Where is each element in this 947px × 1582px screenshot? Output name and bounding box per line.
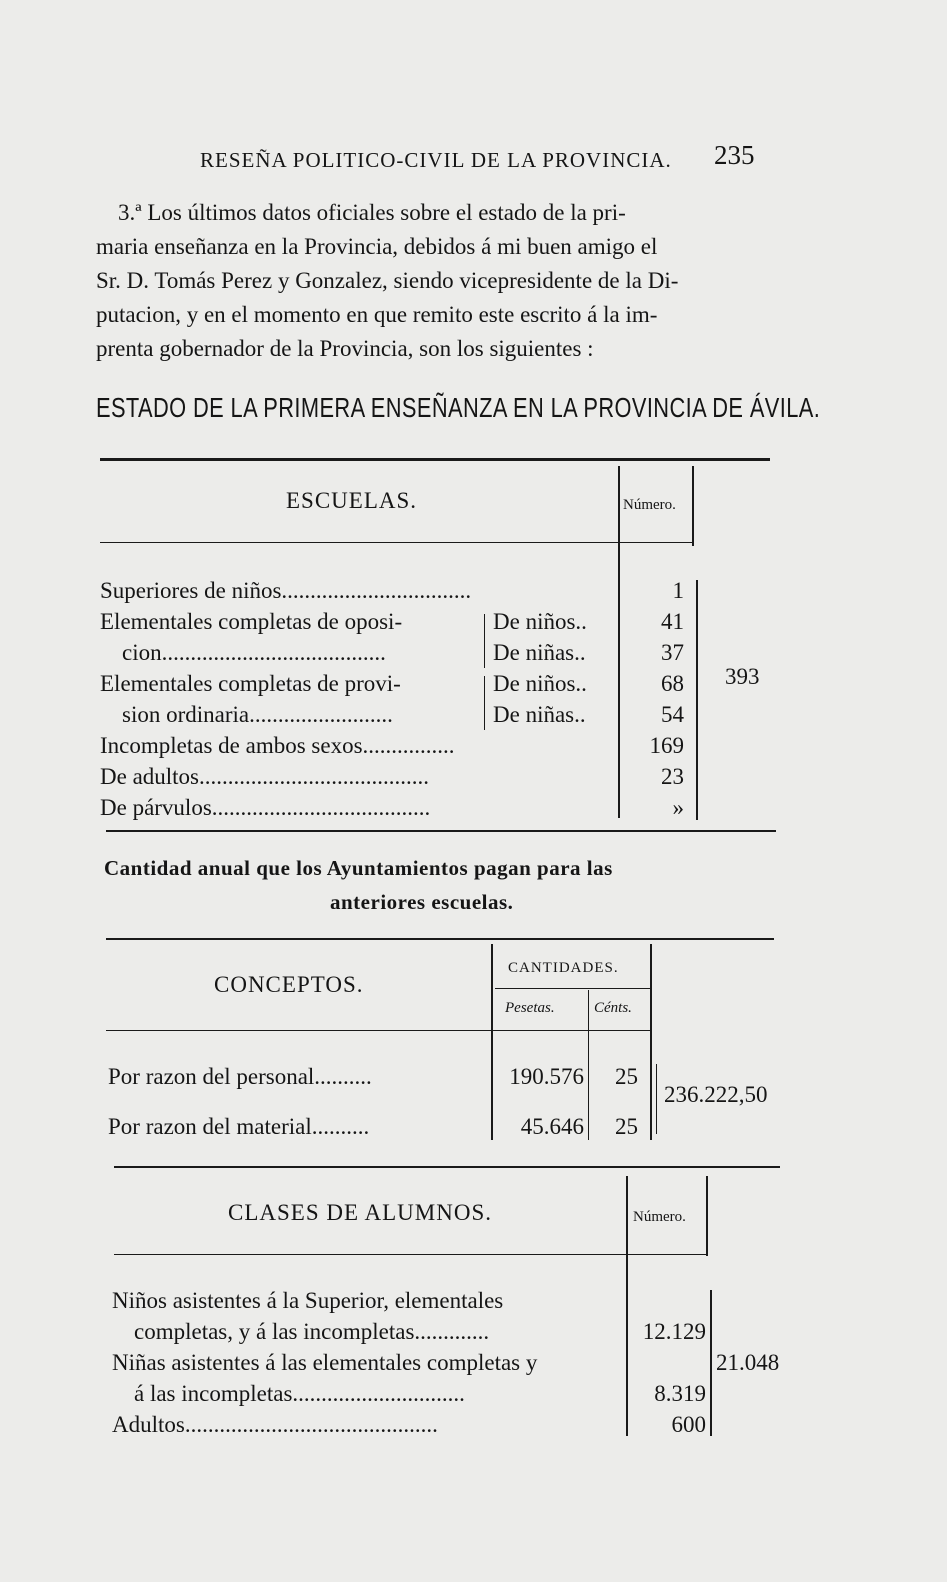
cantidades-sub-rule: [495, 988, 651, 989]
escuelas-col-divider-right: [692, 466, 694, 546]
escuelas-row-sub: De niños..: [493, 609, 587, 634]
intro-line-2: maria enseñanza en la Provincia, debidos á mi buen amigo el: [96, 234, 658, 259]
conceptos-row-pesetas: 190.576: [509, 1064, 584, 1089]
conceptos-row-cents: 25: [615, 1064, 638, 1089]
section-title: ESTADO DE LA PRIMERA ENSEÑANZA EN LA PROVINCIA DE ÁVILA.: [96, 392, 821, 423]
alumnos-row-line1: Adultos............................................: [112, 1412, 438, 1437]
alumnos-row-line2: completas, y á las incompletas.............: [134, 1319, 490, 1344]
escuelas-bottom-rule: [106, 830, 776, 832]
conceptos-row-cents: 25: [615, 1114, 638, 1139]
sub-brace-line: [484, 614, 485, 668]
pesetas-label: Pesetas.: [505, 1000, 555, 1016]
escuelas-row-value: 37: [661, 640, 684, 665]
escuelas-row-label: Incompletas de ambos sexos................: [100, 733, 455, 758]
escuelas-row-sub: De niños..: [493, 671, 587, 696]
escuelas-row-value: 54: [661, 702, 684, 727]
escuelas-numero-label: Número.: [623, 497, 676, 513]
cantidad-line-1: Cantidad anual que los Ayuntamientos pagan para las: [104, 856, 613, 880]
escuelas-row-value: 23: [661, 764, 684, 789]
escuelas-top-rule: [100, 458, 770, 461]
conceptos-col-divider: [491, 944, 493, 1140]
escuelas-row-sub: De niñas..: [493, 702, 586, 727]
alumnos-row-line2: á las incompletas..............................: [134, 1381, 465, 1406]
alumnos-row-line1: Niños asistentes á la Superior, elementales: [112, 1288, 504, 1313]
alumnos-row-value: 12.129: [642, 1319, 706, 1344]
escuelas-row-value: 1: [672, 578, 684, 603]
escuelas-row-label: Superiores de niños.................................: [100, 578, 472, 603]
conceptos-header: CONCEPTOS.: [214, 972, 364, 997]
escuelas-row-label: sion ordinaria.........................: [122, 702, 393, 727]
intro-line-5: prenta gobernador de la Provincia, son los siguientes :: [96, 336, 594, 361]
alumnos-header: CLASES DE ALUMNOS.: [228, 1200, 493, 1225]
alumnos-row-line1: Niñas asistentes á las elementales completas y: [112, 1350, 538, 1375]
escuelas-col-divider: [618, 466, 620, 818]
conceptos-row-label: Por razon del personal..........: [108, 1064, 372, 1089]
conceptos-top-rule: [106, 938, 774, 940]
intro-line-1: 3.ª Los últimos datos oficiales sobre el estado de la pri-: [118, 200, 626, 225]
sub-brace-line: [484, 676, 485, 730]
alumnos-row-value: 600: [671, 1412, 706, 1437]
escuelas-header-rule: [100, 542, 694, 543]
page-number: 235: [714, 140, 755, 170]
escuelas-row-value: »: [672, 795, 684, 820]
cents-label: Cénts.: [594, 1000, 632, 1016]
alumnos-numero-label: Número.: [633, 1209, 686, 1225]
escuelas-row-value: 169: [649, 733, 684, 758]
intro-line-3: Sr. D. Tomás Perez y Gonzalez, siendo vicepresidente de la Di-: [96, 268, 679, 293]
alumnos-header-rule: [114, 1254, 708, 1255]
escuelas-total: 393: [725, 664, 760, 689]
escuelas-row-sub: De niñas..: [493, 640, 586, 665]
alumnos-total: 21.048: [716, 1350, 780, 1375]
escuelas-header: ESCUELAS.: [286, 488, 418, 513]
conceptos-row-pesetas: 45.646: [520, 1114, 584, 1139]
cantidad-line-2: anteriores escuelas.: [330, 890, 514, 914]
alumnos-row-value: 8.319: [654, 1381, 706, 1406]
escuelas-row-label: De párvulos......................................: [100, 795, 431, 820]
escuelas-row-value: 68: [661, 671, 684, 696]
conceptos-header-rule: [106, 1030, 652, 1031]
conceptos-bottom-rule: [114, 1166, 780, 1168]
escuelas-row-label: De adultos........................................: [100, 764, 430, 789]
escuelas-row-label: cion.......................................: [122, 640, 386, 665]
alumnos-col-divider: [626, 1176, 628, 1436]
alumnos-col-divider-right: [706, 1176, 708, 1256]
escuelas-row-value: 41: [661, 609, 684, 634]
intro-line-4: putacion, y en el momento en que remito este escrito á la im-: [96, 302, 658, 327]
alumnos-total-brace: [710, 1290, 712, 1436]
escuelas-row-label: Elementales completas de provi-: [100, 671, 401, 696]
running-title: RESEÑA POLITICO-CIVIL DE LA PROVINCIA.: [200, 148, 672, 172]
conceptos-cents-divider: [588, 990, 589, 1140]
conceptos-right-divider: [650, 944, 652, 1140]
cantidades-label: CANTIDADES.: [508, 960, 619, 976]
conceptos-row-label: Por razon del material..........: [108, 1114, 370, 1139]
conceptos-total-brace: [656, 1064, 657, 1134]
total-brace: [696, 580, 698, 820]
conceptos-total: 236.222,50: [664, 1082, 768, 1107]
escuelas-row-label: Elementales completas de oposi-: [100, 609, 403, 634]
